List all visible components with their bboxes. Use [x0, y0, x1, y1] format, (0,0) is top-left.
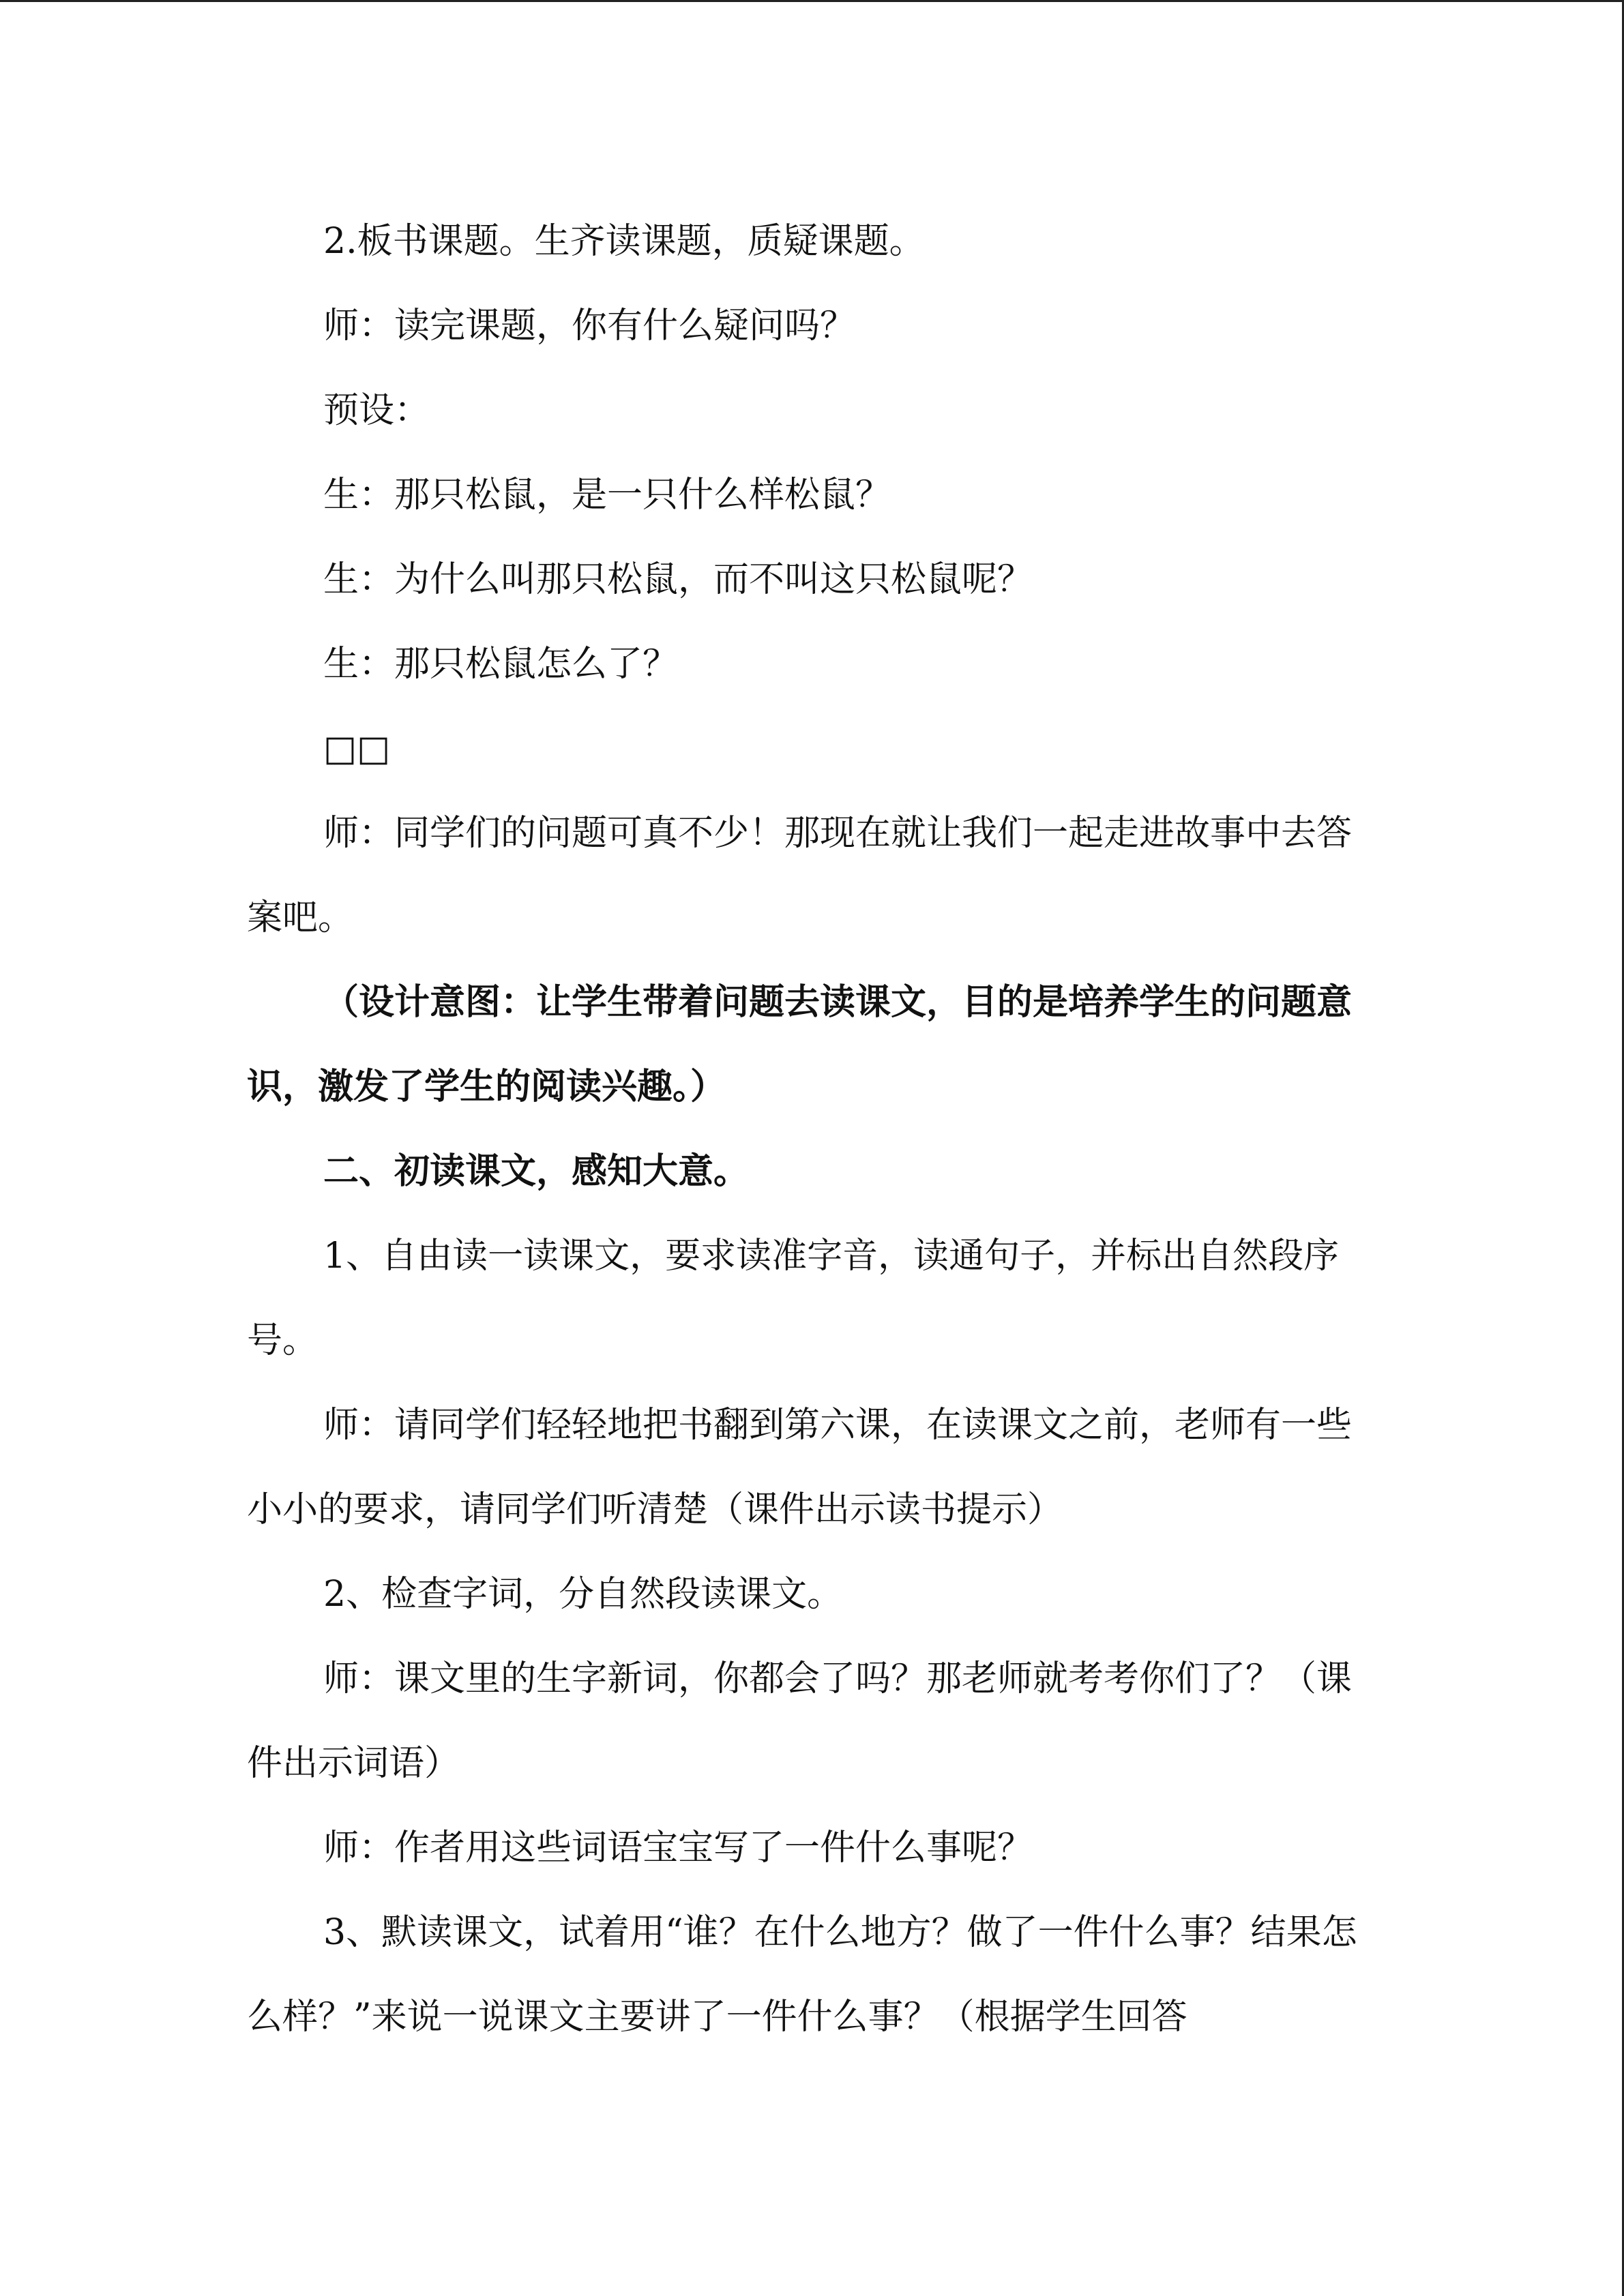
paragraph-12: 师：请同学们轻轻地把书翻到第六课，在读课文之前，老师有一些小小的要求，请同学们听清楚（课件出示读书提示）	[247, 1405, 1353, 1530]
design-intent-note: （设计意图：让学生带着问题去读课文，目的是培养学生的问题意识，激发了学生的阅读兴趣。）	[247, 981, 1353, 1107]
page-border-top	[0, 0, 1624, 2]
paragraph-14: 师：课文里的生字新词，你都会了吗？那老师就考考你们了？（课件出示词语）	[247, 1658, 1353, 1784]
paragraph-8: 师：同学们的问题可真不少！那现在就让我们一起走进故事中去答案吧。	[247, 813, 1353, 938]
paragraph-13: 2、检查字词，分自然段读课文。	[323, 1574, 843, 1615]
paragraph-4: 生：那只松鼠，是一只什么样松鼠？	[323, 475, 891, 516]
paragraph-7: □□	[323, 728, 391, 769]
paragraph-1: 2.板书课题。生齐读课题，质疑课题。	[323, 221, 925, 262]
paragraph-3: 预设：	[323, 390, 430, 431]
paragraph-5: 生：为什么叫那只松鼠，而不叫这只松鼠呢？	[323, 559, 1033, 600]
paragraph-15: 师：作者用这些词语宝宝写了一件什么事呢？	[323, 1828, 1033, 1868]
paragraph-2: 师：读完课题，你有什么疑问吗？	[323, 305, 856, 346]
section-heading: 二、初读课文，感知大意。	[323, 1150, 750, 1192]
paragraph-16: 3、默读课文，试着用“谁？在什么地方？做了一件什么事？结果怎么样？”来说一说课文主要讲了一件什么事？（根据学生回答	[247, 1912, 1357, 2038]
document-body	[247, 199, 1379, 2059]
paragraph-6: 生：那只松鼠怎么了？	[323, 644, 679, 685]
paragraph-11: 1、自由读一读课文，要求读准字音，读通句子，并标出自然段序号。	[247, 1236, 1340, 1361]
